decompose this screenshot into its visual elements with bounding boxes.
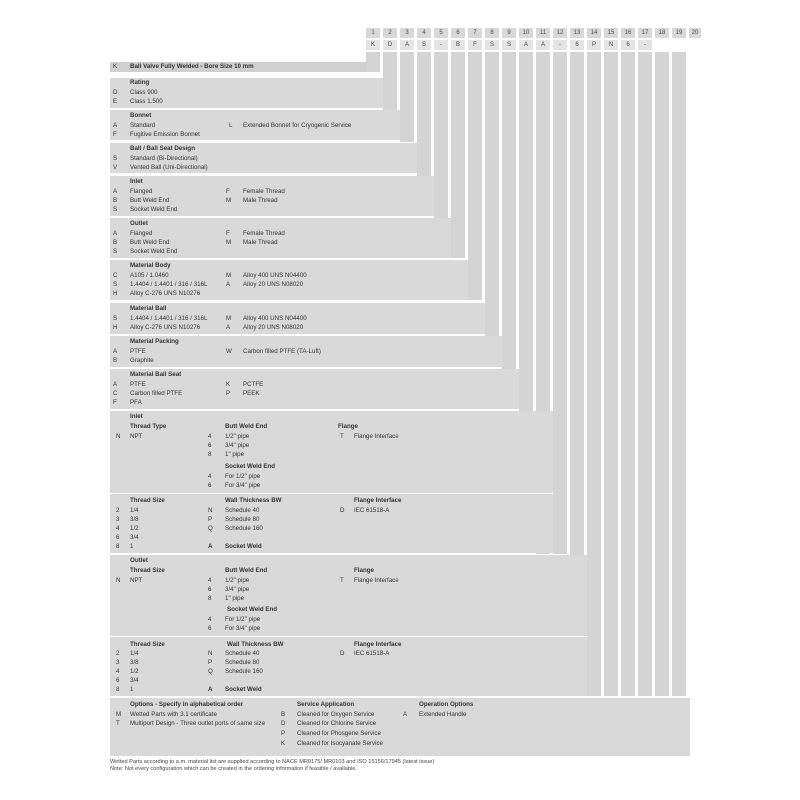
sub-title: Flange	[354, 567, 374, 574]
row-code: E	[113, 98, 118, 105]
divider	[110, 493, 553, 494]
row-code: L	[229, 122, 233, 129]
row-code: M	[226, 197, 232, 204]
rail	[587, 52, 601, 696]
section-title: Ball / Ball Seat Design	[130, 145, 195, 152]
row-code: A	[208, 543, 213, 550]
row-code: S	[113, 315, 118, 322]
row-code: N	[208, 650, 213, 657]
row-value: Alloy 20 UNS N08020	[243, 324, 304, 331]
row-code: N	[116, 577, 121, 584]
position-number: 10	[519, 28, 533, 38]
row-code: M	[116, 711, 122, 718]
row-code: M	[226, 239, 232, 246]
row-code: A	[113, 122, 118, 129]
rail	[502, 52, 516, 372]
row-value: 1/2	[130, 668, 139, 675]
sub-title: Thread Type	[130, 423, 167, 430]
row-code: A	[226, 324, 231, 331]
row-value: 1/2" pipe	[225, 577, 250, 584]
row-value: Alloy 400 UNS N04400	[243, 272, 307, 279]
row-code: B	[113, 357, 118, 364]
row-value: 1	[130, 686, 134, 693]
section-title: Material Packing	[130, 338, 179, 345]
position-number: 12	[553, 28, 567, 38]
sub-title: Flange Interface	[354, 641, 402, 648]
row-code: K	[281, 740, 286, 747]
position-number: 15	[604, 28, 618, 38]
code-letter: B	[451, 40, 465, 50]
row-value: Female Thread	[243, 230, 285, 237]
rail	[434, 52, 448, 218]
position-number: 9	[502, 28, 516, 38]
code-letter: -	[638, 40, 652, 50]
row-value: Socket Weld	[225, 686, 262, 693]
row-value: Socket Weld	[225, 543, 262, 550]
row-value: Flange Interface	[354, 577, 399, 584]
row-value: 3/4" pipe	[225, 586, 250, 593]
row-value: Socket Weld End	[130, 206, 178, 213]
rail	[451, 52, 465, 258]
code-letter: S	[502, 40, 516, 50]
row-value: Vented Ball (Uni-Directional)	[130, 164, 208, 171]
row-value: 1/4	[130, 650, 139, 657]
row-code: 4	[116, 668, 120, 675]
row-value: Schedule 40	[225, 650, 260, 657]
row-code: 6	[116, 534, 120, 541]
code-letter: N	[604, 40, 618, 50]
row-code: N	[208, 507, 213, 514]
row-value: Cleaned for Oxygen Service	[297, 711, 375, 718]
row-value: Fugitive Emission Bonnet	[130, 131, 200, 138]
row-code: 6	[208, 482, 212, 489]
row-code: A	[208, 686, 213, 693]
row-value: 3/4	[130, 677, 139, 684]
row-value: A105 / 1.0460	[130, 272, 169, 279]
row-code: P	[226, 390, 231, 397]
row-value: Alloy C-276 UNS N10276	[130, 290, 201, 297]
row-code: P	[208, 659, 213, 666]
sub-title: Socket Weld End	[227, 606, 278, 613]
section-outlet-detail	[110, 555, 587, 696]
rail	[553, 52, 567, 554]
code-letter: -	[553, 40, 567, 50]
section-title: Outlet	[130, 220, 148, 227]
rail	[383, 52, 397, 110]
rail	[366, 52, 380, 72]
row-value: 1" pipe	[225, 451, 245, 458]
row-value: Carbon filled PTFE	[130, 390, 183, 397]
rail	[468, 52, 482, 300]
row-value: Alloy 20 UNS N08020	[243, 281, 304, 288]
position-number: 20	[689, 28, 701, 38]
row-code: T	[116, 720, 120, 727]
section-title: Options - Specify in alphabetical order	[130, 701, 244, 708]
section-title: Ball Valve Fully Welded - Bore Size 10 mm	[130, 63, 254, 70]
row-value: Flange Interface	[354, 433, 399, 440]
row-code: D	[340, 507, 345, 514]
row-value: Wetted Parts with 3.1 certificate	[130, 711, 217, 718]
row-value: PTFE	[130, 381, 146, 388]
code-letter: A	[400, 40, 414, 50]
section-title: Material Ball Seat	[130, 371, 182, 378]
row-value: For 1/2" pipe	[225, 616, 261, 623]
row-code: 8	[208, 451, 212, 458]
row-code: F	[226, 188, 230, 195]
row-code: A	[113, 230, 118, 237]
code-letter: A	[536, 40, 550, 50]
section-title: Material Body	[130, 262, 171, 269]
divider	[110, 636, 587, 637]
row-code: F	[113, 131, 117, 138]
row-code: F	[113, 399, 117, 406]
rail	[655, 52, 669, 696]
sub-title: Butt Weld End	[225, 567, 268, 574]
row-code: K	[226, 381, 231, 388]
row-value: For 3/4" pipe	[225, 625, 261, 632]
position-number: 4	[417, 28, 431, 38]
row-code: N	[116, 433, 121, 440]
row-code: 6	[208, 442, 212, 449]
row-value: 1	[130, 543, 134, 550]
row-code: B	[113, 239, 118, 246]
row-value: Class 900	[130, 89, 158, 96]
code-letter: K	[366, 40, 380, 50]
section-title: Rating	[130, 79, 150, 86]
row-value: Cleaned for Chlorine Service	[297, 720, 377, 727]
row-code: A	[113, 348, 118, 355]
position-number: 5	[434, 28, 448, 38]
row-code: 4	[208, 616, 212, 623]
row-value: 1/2" pipe	[225, 433, 250, 440]
code-letter: D	[383, 40, 397, 50]
row-code: B	[281, 711, 286, 718]
row-code: T	[340, 577, 344, 584]
row-code: 4	[208, 577, 212, 584]
row-value: For 3/4" pipe	[225, 482, 261, 489]
row-code: C	[113, 390, 118, 397]
row-value: NPT	[130, 577, 143, 584]
row-code: W	[226, 348, 232, 355]
code-letter: A	[519, 40, 533, 50]
row-value: Socket Weld End	[130, 248, 178, 255]
row-code: M	[226, 272, 232, 279]
row-value: Cleaned for Isocyanate Service	[297, 740, 383, 747]
sub-title: Flange	[338, 423, 358, 430]
sub-title: Socket Weld End	[225, 463, 276, 470]
position-number: 7	[468, 28, 482, 38]
row-value: Schedule 40	[225, 507, 260, 514]
row-code: H	[113, 324, 118, 331]
row-value: Butt Weld End	[130, 197, 170, 204]
row-code: 3	[116, 659, 120, 666]
section-inlet-detail	[110, 411, 553, 553]
code-letter: S	[485, 40, 499, 50]
section-title: Bonnet	[130, 112, 152, 119]
row-value: IEC 61518-A	[354, 650, 390, 657]
row-value: PEEK	[243, 390, 260, 397]
row-code: H	[113, 290, 118, 297]
position-number: 8	[485, 28, 499, 38]
position-number: 1	[366, 28, 380, 38]
row-value: Butt Weld End	[130, 239, 170, 246]
row-value: Flanged	[130, 188, 153, 195]
section-title: Outlet	[130, 557, 148, 564]
row-value: Male Thread	[243, 197, 278, 204]
position-number: 2	[383, 28, 397, 38]
row-code: A	[226, 281, 231, 288]
row-code: 2	[116, 507, 120, 514]
position-number: 13	[570, 28, 584, 38]
row-value: 3/8	[130, 659, 139, 666]
row-value: For 1/2" pipe	[225, 473, 261, 480]
row-code: 8	[116, 686, 120, 693]
row-code: D	[113, 89, 118, 96]
row-code: 8	[116, 543, 120, 550]
row-code: A	[113, 188, 118, 195]
position-number: 19	[672, 28, 686, 38]
footnote: Wetted Parts according to a.m. material list are supplied according to NACE MR0175/ MR0103 and ISO 15156/17945 (latest issue)	[110, 759, 435, 765]
position-number: 14	[587, 28, 601, 38]
row-code: T	[340, 433, 344, 440]
code-letter: P	[587, 40, 601, 50]
code-letter: 6	[570, 40, 584, 50]
row-value: Class 1.500	[130, 98, 163, 105]
row-code: S	[113, 281, 118, 288]
row-value: 3/4" pipe	[225, 442, 250, 449]
section-title: Inlet	[130, 178, 143, 185]
position-number: 3	[400, 28, 414, 38]
position-number: 16	[621, 28, 635, 38]
row-value: PCTFE	[243, 381, 264, 388]
row-value: 1/4	[130, 507, 139, 514]
row-value: Schedule 160	[225, 668, 263, 675]
row-value: PTFE	[130, 348, 146, 355]
row-value: Multiport Design - Three outlet ports of same size	[130, 720, 266, 727]
row-value: NPT	[130, 433, 143, 440]
position-number: 18	[655, 28, 669, 38]
row-code: 4	[208, 473, 212, 480]
row-code: Q	[208, 668, 213, 675]
row-value: Female Thread	[243, 188, 285, 195]
rail	[638, 52, 652, 696]
rail	[672, 52, 686, 696]
row-code: A	[113, 381, 118, 388]
row-value: 3/4	[130, 534, 139, 541]
row-code: S	[113, 155, 118, 162]
section-title: Material Ball	[130, 305, 167, 312]
row-code: 4	[116, 525, 120, 532]
row-code: A	[403, 711, 408, 718]
row-value: Extended Handle	[419, 711, 467, 718]
position-number: 11	[536, 28, 550, 38]
rail	[519, 52, 533, 412]
code-letter: F	[468, 40, 482, 50]
rail	[604, 52, 618, 696]
row-value: 1" pipe	[225, 595, 245, 602]
row-value: Extended Bonnet for Cryogenic Service	[243, 122, 352, 129]
row-value: Alloy C-276 UNS N10276	[130, 324, 201, 331]
row-code: S	[113, 206, 118, 213]
sub-title: Service Application	[297, 701, 355, 708]
position-number: 17	[638, 28, 652, 38]
row-code: F	[226, 230, 230, 237]
rail	[400, 52, 414, 142]
row-code: 8	[208, 595, 212, 602]
code-letter: S	[417, 40, 431, 50]
section-title: Inlet	[130, 413, 143, 420]
sub-title: Wall Thickness BW	[225, 497, 282, 504]
row-code: P	[208, 516, 213, 523]
row-code: S	[113, 248, 118, 255]
row-code: 6	[208, 625, 212, 632]
row-value: Alloy 400 UNS N04400	[243, 315, 307, 322]
row-value: Standard	[130, 122, 156, 129]
row-code: V	[113, 164, 118, 171]
row-value: Cleaned for Phosgene Service	[297, 730, 381, 737]
row-code: 6	[208, 586, 212, 593]
rail	[621, 52, 635, 696]
sub-title: Thread Size	[130, 497, 165, 504]
sub-title: Thread Size	[130, 641, 165, 648]
rail	[485, 52, 499, 342]
row-code: Q	[208, 525, 213, 532]
sub-title: Wall Thickness BW	[227, 641, 284, 648]
row-value: Graphite	[130, 357, 154, 364]
code-letter: -	[434, 40, 448, 50]
row-code: M	[226, 315, 232, 322]
footnote: Note: Not every configuration which can be created in the ordering information if feasible / available.	[110, 766, 357, 772]
row-value: Schedule 80	[225, 516, 260, 523]
code-letter: 6	[621, 40, 635, 50]
row-value: 1/2	[130, 525, 139, 532]
row-value: IEC 61518-A	[354, 507, 390, 514]
sub-title: Operation Options	[419, 701, 474, 708]
section-code: K	[113, 63, 118, 70]
row-code: 4	[208, 433, 212, 440]
row-code: D	[340, 650, 345, 657]
row-code: B	[113, 197, 118, 204]
row-value: Schedule 80	[225, 659, 260, 666]
row-code: 2	[116, 650, 120, 657]
row-value: Male Thread	[243, 239, 278, 246]
row-value: 1.4404 / 1.4401 / 316 / 316L	[130, 315, 208, 322]
row-value: 1.4404 / 1.4401 / 316 / 316L	[130, 281, 208, 288]
row-value: 3/8	[130, 516, 139, 523]
position-number: 6	[451, 28, 465, 38]
sub-title: Flange Interface	[354, 497, 402, 504]
row-value: Flanged	[130, 230, 153, 237]
row-code: P	[281, 730, 286, 737]
row-value: Standard (Bi-Directional)	[130, 155, 198, 162]
row-code: C	[113, 272, 118, 279]
row-value: Carbon filled PTFE (TA-Luft)	[243, 348, 321, 355]
row-value: Schedule 160	[225, 525, 263, 532]
row-code: 3	[116, 516, 120, 523]
sub-title: Butt Weld End	[225, 423, 268, 430]
sub-title: Thread Size	[130, 567, 165, 574]
rail	[417, 52, 431, 176]
row-code: 6	[116, 677, 120, 684]
row-value: PFA	[130, 399, 142, 406]
row-code: D	[281, 720, 286, 727]
